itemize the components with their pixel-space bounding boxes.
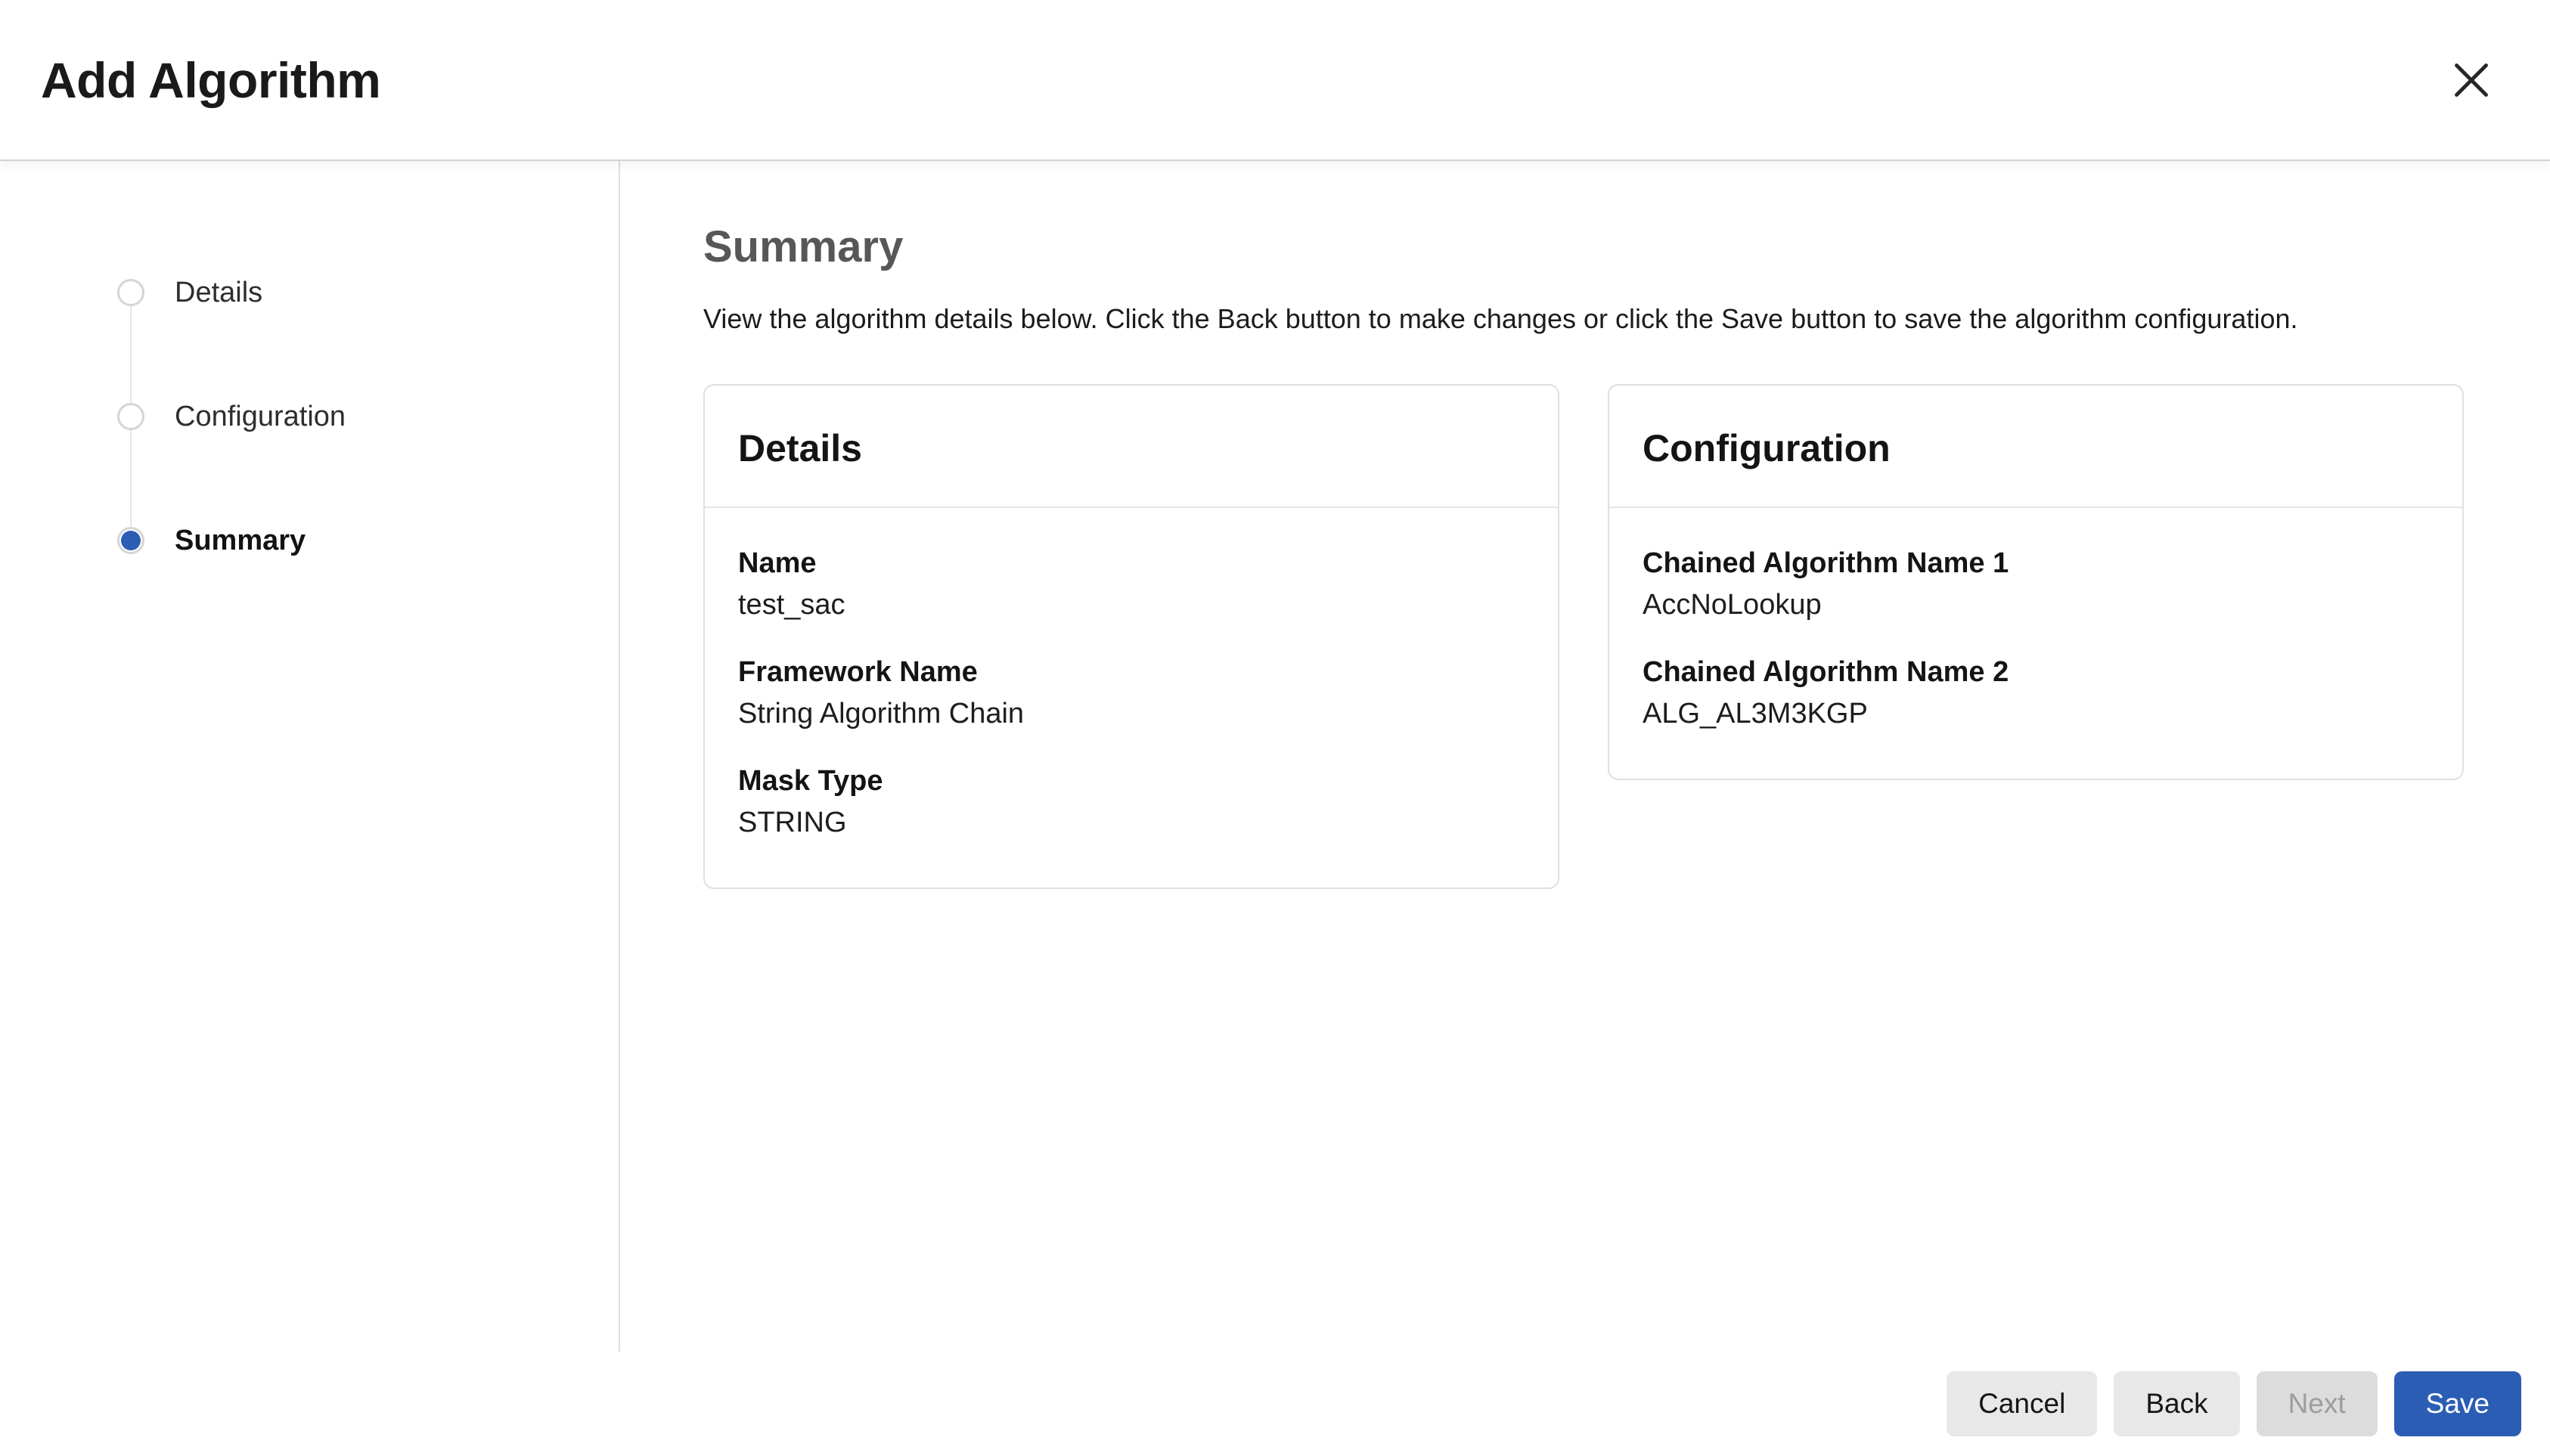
field-chained-algorithm-2	[1643, 656, 2429, 730]
field-name	[738, 547, 1525, 621]
step-label: Details	[175, 276, 263, 308]
details-card-title: Details	[705, 386, 1558, 508]
wizard-stepper	[0, 161, 620, 1352]
back-button[interactable]: Back	[2114, 1371, 2239, 1436]
configuration-card-title: Configuration	[1609, 386, 2462, 508]
field-value: test_sac	[738, 589, 845, 621]
field-value: STRING	[738, 807, 847, 839]
step-list	[0, 231, 619, 603]
details-card-body	[705, 508, 1558, 888]
close-icon	[2452, 60, 2491, 100]
field-label: Chained Algorithm Name 1	[1643, 547, 2009, 580]
cancel-button[interactable]: Cancel	[1947, 1371, 2097, 1436]
field-framework-name	[738, 656, 1525, 730]
page-title: Summary	[703, 222, 904, 271]
field-label: Framework Name	[738, 656, 978, 689]
modal-footer	[0, 1352, 2550, 1456]
step-active-circle-icon	[117, 527, 144, 554]
step-details[interactable]	[0, 231, 619, 355]
modal-title: Add Algorithm	[41, 51, 381, 108]
field-label: Chained Algorithm Name 2	[1643, 656, 2009, 689]
configuration-card-body	[1609, 508, 2462, 779]
configuration-card	[1608, 384, 2464, 780]
details-card	[703, 384, 1559, 889]
step-configuration[interactable]	[0, 355, 619, 479]
modal-header	[0, 0, 2550, 161]
field-value: ALG_AL3M3KGP	[1643, 698, 1868, 730]
close-button[interactable]	[2437, 45, 2506, 115]
field-chained-algorithm-1	[1643, 547, 2429, 621]
step-circle-icon	[117, 403, 144, 430]
summary-cards	[703, 384, 2505, 889]
summary-panel	[620, 161, 2550, 1352]
field-value: AccNoLookup	[1643, 589, 1822, 621]
field-label: Mask Type	[738, 765, 883, 798]
step-circle-icon	[117, 279, 144, 306]
save-button[interactable]: Save	[2394, 1371, 2521, 1436]
field-label: Name	[738, 547, 817, 580]
next-button[interactable]: Next	[2257, 1371, 2378, 1436]
step-label: Summary	[175, 524, 306, 556]
summary-description: View the algorithm details below. Click the Back button to make changes or click the Save button to save the algorithm configuration.	[703, 303, 2298, 334]
step-summary[interactable]	[0, 479, 619, 603]
step-label: Configuration	[175, 400, 346, 432]
field-mask-type	[738, 765, 1525, 839]
modal-body	[0, 161, 2550, 1352]
field-value: String Algorithm Chain	[738, 698, 1025, 730]
